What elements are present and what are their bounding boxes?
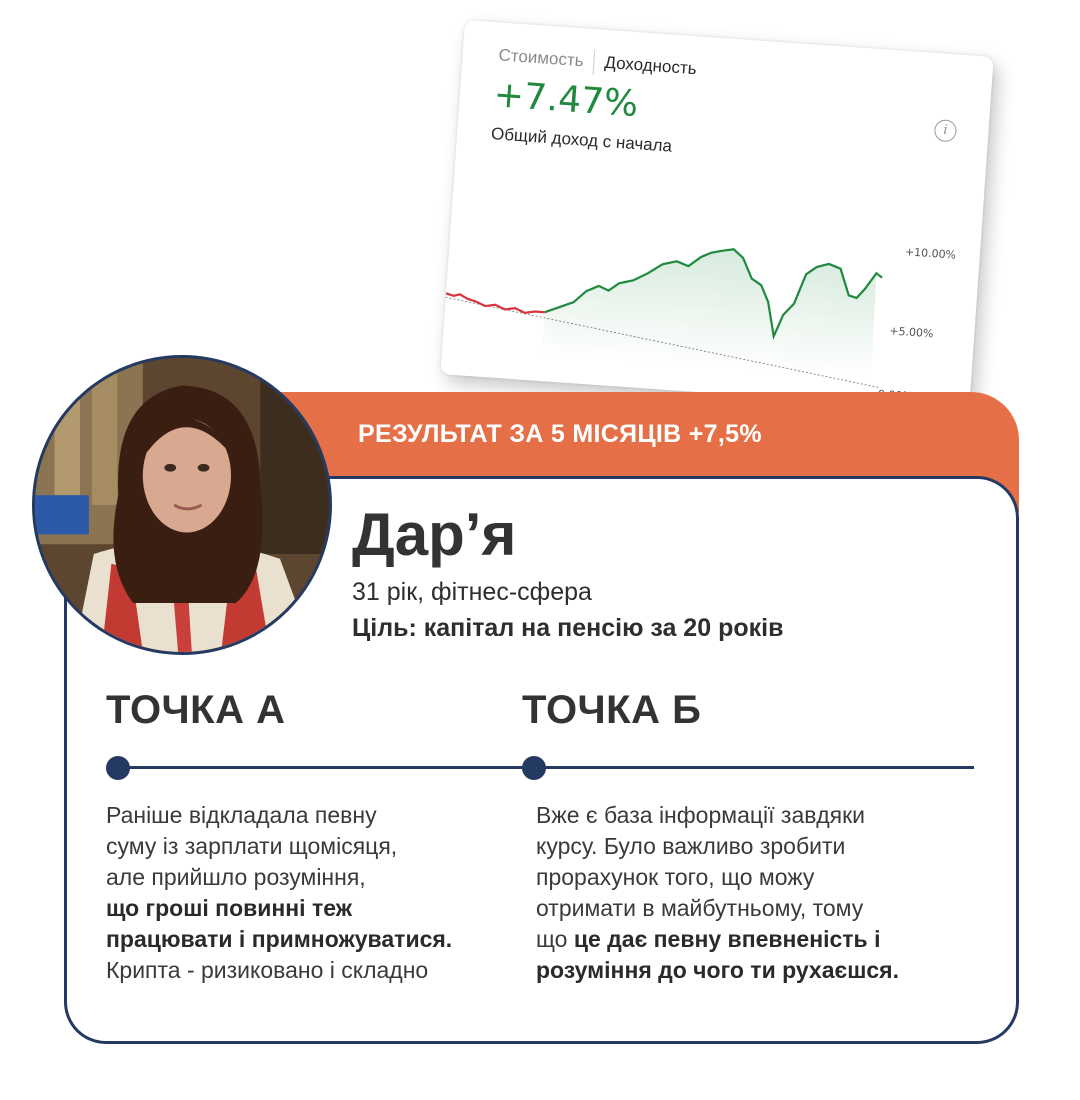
timeline-dot-a (106, 756, 130, 780)
point-a-line: суму із зарплати щомісяця, (106, 833, 398, 859)
total-gain-caption: Общий доход с начала (490, 124, 673, 156)
point-a-bold-line: працювати і примножуватися. (106, 926, 453, 952)
person-goal: Ціль: капітал на пенсію за 20 років (352, 614, 784, 642)
person-meta: 31 рік, фітнес-сфера (352, 578, 592, 606)
person-name: Дар’я (352, 501, 517, 568)
avatar-photo (35, 358, 329, 652)
point-b-bold-tail: розуміння до чого ти рухаєшся. (536, 957, 899, 983)
returns-screenshot-card (440, 20, 993, 411)
point-a-description (106, 800, 526, 986)
timeline-line (118, 766, 974, 769)
result-banner-text: РЕЗУЛЬТАТ ЗА 5 МІСЯЦІВ +7,5% (358, 420, 762, 448)
tab-value[interactable]: Стоимость (498, 45, 585, 71)
returns-negative-line (445, 293, 546, 314)
returns-line-chart (440, 209, 980, 411)
point-b-line: Вже є база інформації завдяки (536, 802, 866, 828)
point-b-title: ТОЧКА Б (522, 688, 702, 732)
point-a-line: але прийшло розуміння, (106, 864, 366, 890)
point-a-tail: Крипта - ризиковано і складно (106, 957, 429, 983)
point-b-line: курсу. Було важливо зробити (536, 833, 846, 859)
returns-area (542, 236, 880, 379)
y-tick-10: +10.00% (904, 245, 957, 262)
point-b-line: прорахунок того, що можу (536, 864, 815, 890)
total-gain-value: +7.47% (492, 74, 640, 126)
point-a-bold-line: що гроші повинні теж (106, 895, 353, 921)
point-b-line5-prefix: що (536, 926, 574, 952)
point-a-title: ТОЧКА А (106, 688, 286, 732)
timeline-dot-b (522, 756, 546, 780)
point-b-line: отримати в майбутньому, тому (536, 895, 864, 921)
point-a-line: Раніше відкладала певну (106, 802, 377, 828)
info-icon[interactable]: i (934, 119, 957, 142)
tab-yield[interactable]: Доходность (603, 52, 698, 79)
point-b-line5-bold: це дає певну впевненість і (573, 926, 881, 952)
avatar (32, 355, 332, 655)
point-b-description (536, 800, 976, 986)
y-tick-5: +5.00% (888, 324, 934, 341)
point-b-line-mixed (536, 924, 976, 955)
